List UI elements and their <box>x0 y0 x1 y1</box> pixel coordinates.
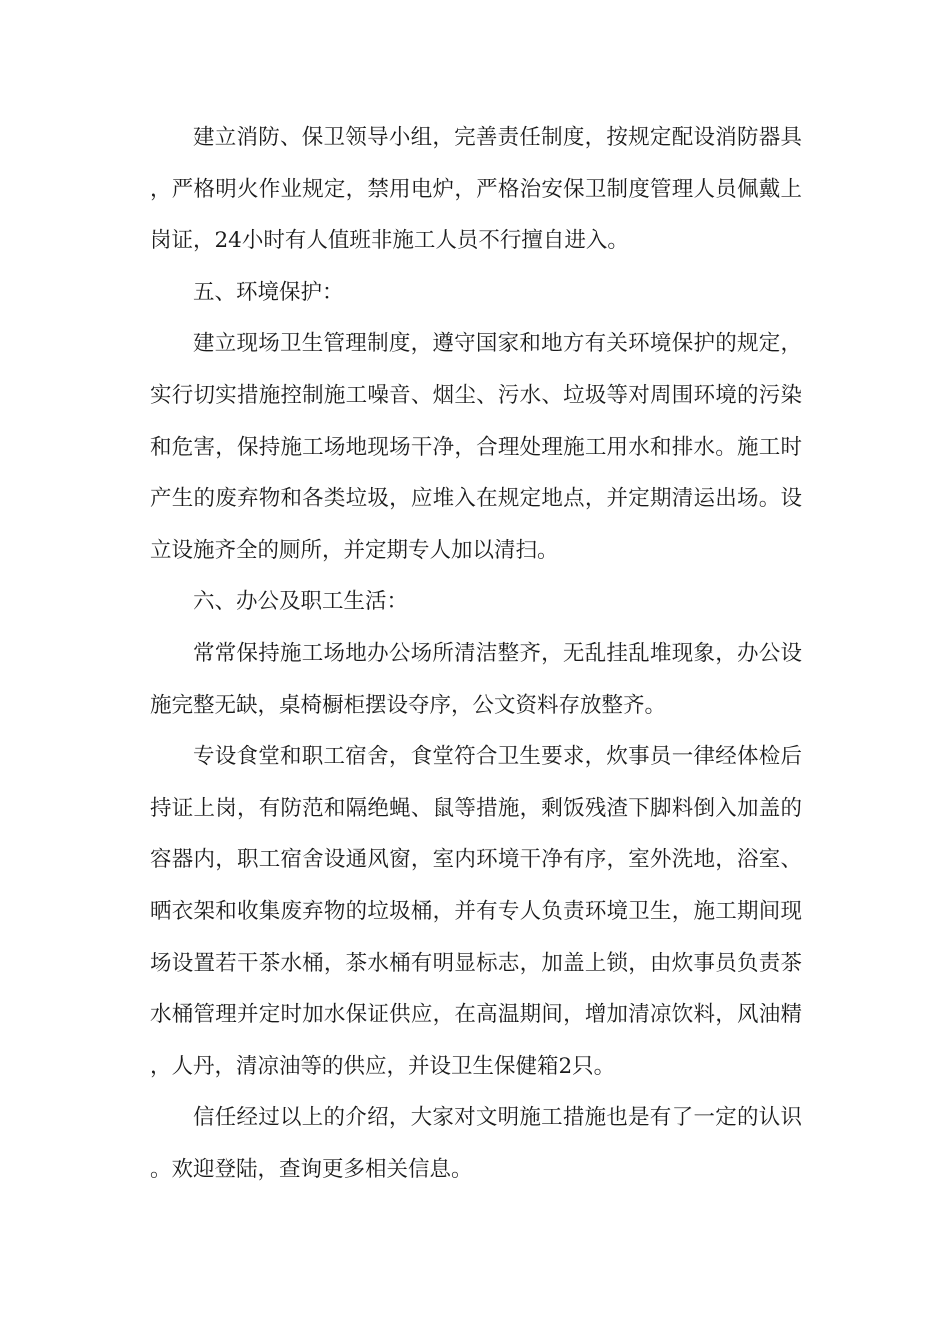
document-body <box>150 112 802 1195</box>
section-heading-environment: 五、环境保护： <box>193 279 344 305</box>
section-heading-office-life: 六、办公及职工生活： <box>193 589 409 615</box>
paragraph-environment: 建立现场卫生管理制度，遵守国家和地方有关环境保护的规定，实行切实措施控制施工噪音、烟尘、污水、垃圾等对周围环境的污染和危害，保持施工场地现场干净，合理处理施工用水和排水。施工时产生的废弃物和各类垃圾，应堆入在规定地点，并定期清运出场。设立设施齐全的厕所，并定期专人加以清扫。 <box>150 331 802 563</box>
paragraph-canteen-dormitory: 专设食堂和职工宿舍，食堂符合卫生要求，炊事员一律经体检后持证上岗，有防范和隔绝蝇、鼠等措施，剩饭残渣下脚料倒入加盖的容器内，职工宿舍设通风窗，室内环境干净有序，室外洗地，浴室、晒衣架和收集废弃物的垃圾桶，并有专人负责环境卫生，施工期间现场设置若干茶水桶，茶水桶有明显标志，加盖上锁，由炊事员负责茶水桶管理并定时加水保证供应，在高温期间，增加清凉饮料，风油精，人丹，清凉油等的供应，并设卫生保健箱2只。 <box>150 744 802 1079</box>
paragraph-office: 常常保持施工场地办公场所清洁整齐，无乱挂乱堆现象，办公设施完整无缺，桌椅橱柜摆设夺序，公文资料存放整齐。 <box>150 640 802 718</box>
paragraph-closing: 信任经过以上的介绍，大家对文明施工措施也是有了一定的认识。欢迎登陆，查询更多相关信息。 <box>150 1105 802 1182</box>
paragraph-fire-safety: 建立消防、保卫领导小组，完善责任制度，按规定配设消防器具，严格明火作业规定，禁用电炉，严格治安保卫制度管理人员佩戴上岗证，24小时有人值班非施工人员不行擅自进入。 <box>150 125 802 254</box>
